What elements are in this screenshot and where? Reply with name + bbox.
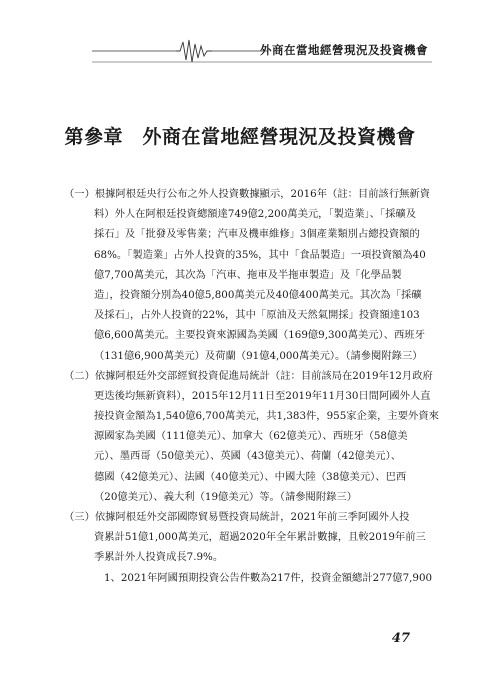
text-line: （二）依據阿根廷外交部經貿投資促進局統計（註：目前該局在2019年12月政府	[64, 369, 433, 382]
text-line: 1、2021年阿國預期投資公告件數為217件，投資金額總計277億7,900	[104, 571, 433, 584]
text-line: 造」，投資額分別為40億5,800萬美元及40億400萬美元。其次為「採礦	[94, 288, 422, 301]
chapter-title: 第參章 外商在當地經營現況及投資機會	[64, 126, 416, 148]
text-line: 資累計51億1,000萬美元，超過2020年全年累計數據，且較2019年前三	[94, 531, 426, 544]
text-line: 料）外人在阿根廷投資總額達749億2,200萬美元，「製造業」、「採礦及	[94, 208, 416, 221]
text-line: （一）根據阿根廷央行公布之外人投資數據顯示，2016年（註：目前該行無新資	[64, 188, 431, 200]
text-line: 德國（42億美元）、法國（40億美元）、中國大陸（38億美元）、巴西	[94, 470, 407, 483]
page-number: 47	[391, 631, 410, 646]
text-line: （131億6,900萬美元）及荷蘭（91億4,000萬美元）。（請參閱附錄三）	[94, 349, 423, 362]
text-line: 億7,700萬美元，其次為「汽車、拖車及半拖車製造」及「化學品製	[94, 268, 402, 281]
text-line: （三）依據阿根廷外交部國際貿易暨投資局統計，2021年前三季阿國外人投	[64, 511, 410, 523]
header-title: 外商在當地經營現況及投資機會	[260, 43, 428, 57]
text-line: 億6,600萬美元。主要投資來源國為美國（169億9,300萬美元）、西班牙	[94, 329, 425, 342]
body-text	[64, 184, 439, 588]
text-line: 更迭後均無新資料），2015年12月11日至2019年11月30日間阿國外人直	[94, 389, 431, 402]
text-line: 68%。「製造業」占外人投資的35%，其中「食品製造」一項投資額為40	[94, 248, 426, 261]
text-line: （20億美元）、義大利（19億美元）等。（請參閱附錄三）	[94, 490, 358, 503]
text-line: 源國家為美國（111億美元）、加拿大（62億美元）、西班牙（58億美	[94, 430, 408, 443]
text-line: 接投資金額為1,540億6,700萬美元，共1,383件，955家企業，主要外資來	[94, 410, 439, 423]
running-header	[0, 36, 480, 66]
text-line: 及採石」，占外人投資的22%，其中「原油及天然氣開採」投資額達103	[94, 309, 420, 322]
text-line: 季累計外人投資成長7.9%。	[94, 551, 224, 564]
text-line: 採石」及「批發及零售業；汽車及機車維修」3個產業類別占總投資額的	[94, 228, 420, 241]
text-line: 元）、墨西哥（50億美元）、英國（43億美元）、荷蘭（42億美元）、	[94, 450, 402, 463]
